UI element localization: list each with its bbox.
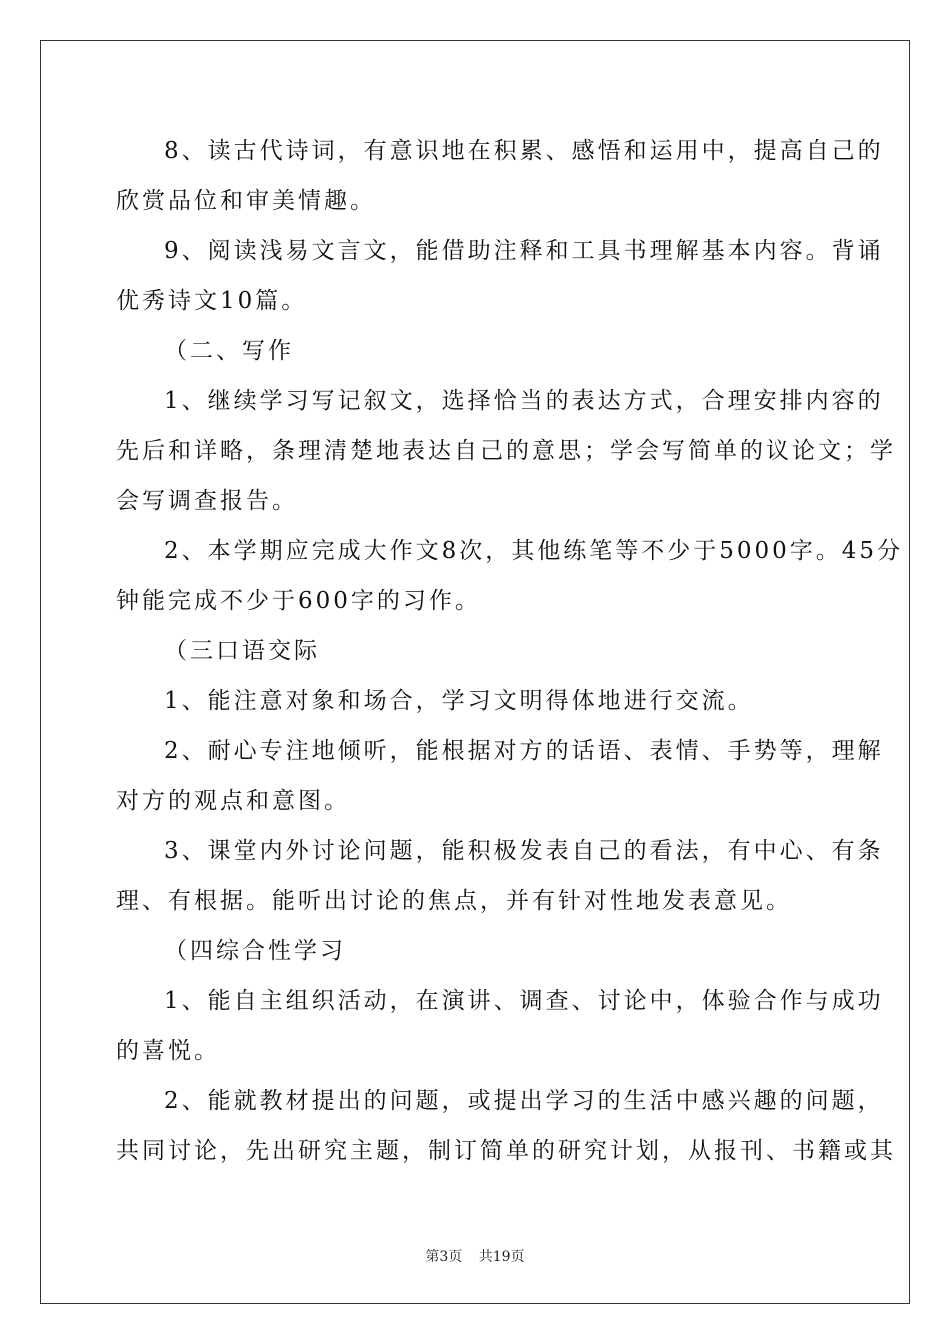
paragraph: [116, 526, 904, 626]
text-line: 欣赏品位和审美情趣。: [116, 188, 376, 214]
text-line: （三口语交际: [164, 638, 320, 664]
text-line: 会写调查报告。: [116, 488, 298, 514]
paragraph: [116, 676, 832, 726]
text-line: 1、能自主组织活动，在演讲、调查、讨论中，体验合作与成功: [164, 988, 884, 1014]
text-line: 理、有根据。能听出讨论的焦点，并有针对性地发表意见。: [116, 888, 792, 914]
text-line: 9、阅读浅易文言文，能借助注释和工具书理解基本内容。背诵: [164, 238, 884, 264]
text-line: 对方的观点和意图。: [116, 788, 350, 814]
paragraph: [116, 1076, 896, 1176]
document-body: [116, 126, 904, 1176]
text-line: 2、本学期应完成大作文8次，其他练笔等不少于5000字。45分: [164, 538, 904, 564]
text-line: 共同讨论，先出研究主题，制订简单的研究计划，从报刊、书籍或其: [116, 1138, 896, 1164]
paragraph: [116, 226, 884, 326]
text-line: 2、能就教材提出的问题，或提出学习的生活中感兴趣的问题，: [164, 1088, 884, 1114]
text-line: 2、耐心专注地倾听，能根据对方的话语、表情、手势等，理解: [164, 738, 884, 764]
text-line: （二、写作: [164, 338, 294, 364]
page-number: 第3页: [425, 1249, 463, 1265]
text-line: 3、课堂内外讨论问题，能积极发表自己的看法，有中心、有条: [164, 838, 884, 864]
paragraph: [116, 126, 884, 226]
paragraph: [116, 826, 884, 926]
page-footer: [0, 1246, 950, 1266]
text-line: （四综合性学习: [164, 938, 346, 964]
section-heading: [116, 926, 832, 976]
section-heading: [116, 326, 832, 376]
paragraph: [116, 376, 896, 526]
text-line: 的喜悦。: [116, 1038, 220, 1064]
page-total: 共19页: [478, 1249, 525, 1265]
text-line: 钟能完成不少于600字的习作。: [116, 588, 481, 614]
text-line: 先后和详略，条理清楚地表达自己的意思；学会写简单的议论文；学: [116, 438, 896, 464]
text-line: 8、读古代诗词，有意识地在积累、感悟和运用中，提高自己的: [164, 138, 884, 164]
paragraph: [116, 726, 884, 826]
text-line: 1、继续学习写记叙文，选择恰当的表达方式，合理安排内容的: [164, 388, 884, 414]
text-line: 优秀诗文10篇。: [116, 288, 308, 314]
text-line: 1、能注意对象和场合，学习文明得体地进行交流。: [164, 688, 754, 714]
section-heading: [116, 626, 832, 676]
paragraph: [116, 976, 884, 1076]
